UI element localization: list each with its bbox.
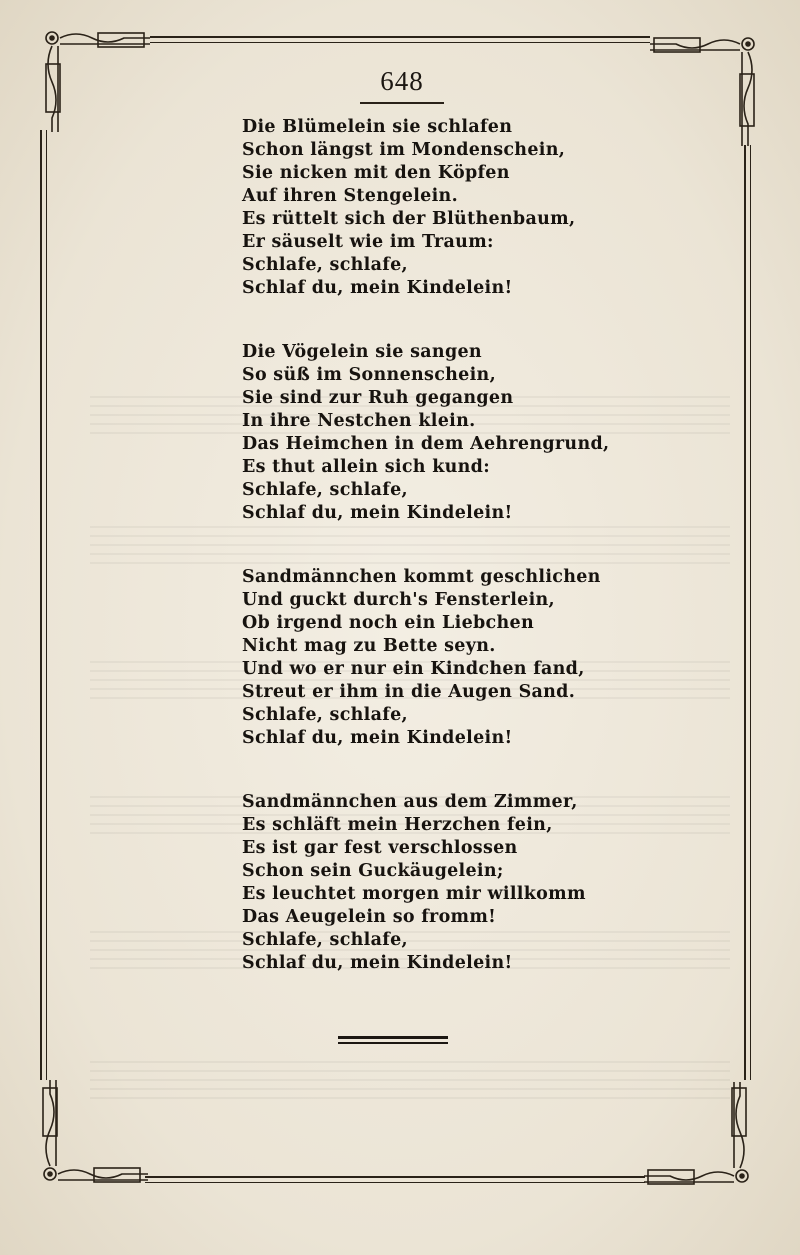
verse-line: Sandmännchen aus dem Zimmer,: [242, 792, 578, 812]
page-number: 648: [380, 66, 424, 96]
verse-line: Schlaf du, mein Kindelein!: [242, 278, 513, 298]
frame-right-rule: [744, 145, 746, 1080]
verse-line: Und guckt durch's Fensterlein,: [242, 590, 555, 610]
corner-ornament-icon: [34, 1078, 152, 1190]
frame-left-rule: [40, 130, 42, 1080]
verse-line: Schlafe, schlafe,: [242, 930, 408, 950]
verse-line: In ihre Nestchen klein.: [242, 411, 476, 431]
closing-rule-thin: [338, 1042, 448, 1044]
verse-line: Es thut allein sich kund:: [242, 457, 490, 477]
frame-bottom-rule-inner: [145, 1182, 645, 1183]
stanza-3: [242, 566, 682, 750]
verse-line: Schlaf du, mein Kindelein!: [242, 953, 513, 973]
verse-line: Und wo er nur ein Kindchen fand,: [242, 659, 585, 679]
verse-line: Schlaf du, mein Kindelein!: [242, 503, 513, 523]
corner-ornament-icon: [640, 1080, 760, 1192]
verse-line: Es rüttelt sich der Blüthenbaum,: [242, 209, 576, 229]
frame-right-rule-inner: [750, 145, 751, 1080]
verse-line: Die Blümelein sie schlafen: [242, 117, 513, 137]
frame-top-rule-inner: [150, 42, 650, 43]
stanza-4: [242, 791, 682, 975]
verse-line: Schlafe, schlafe,: [242, 255, 408, 275]
stanza-1: [242, 116, 682, 300]
verse-line: Nicht mag zu Bette seyn.: [242, 636, 496, 656]
stanza-2: [242, 341, 682, 525]
bleed-through-staff: [90, 1060, 730, 1100]
verse-line: Ob irgend noch ein Liebchen: [242, 613, 534, 633]
verse-line: Auf ihren Stengelein.: [242, 186, 458, 206]
verse-line: Sandmännchen kommt geschlichen: [242, 567, 601, 587]
verse-line: Das Heimchen in dem Aehrengrund,: [242, 434, 610, 454]
closing-rule: [338, 1036, 448, 1039]
verse-line: Es schläft mein Herzchen fein,: [242, 815, 553, 835]
verse-line: Sie sind zur Ruh gegangen: [242, 388, 514, 408]
verse-line: Das Aeugelein so fromm!: [242, 907, 497, 927]
verse-line: Er säuselt wie im Traum:: [242, 232, 494, 252]
page-number-rule: [360, 102, 444, 104]
poem: [242, 116, 682, 975]
frame-bottom-rule: [145, 1176, 645, 1178]
verse-line: Es leuchtet morgen mir willkomm: [242, 884, 586, 904]
verse-line: Schlaf du, mein Kindelein!: [242, 728, 513, 748]
frame-top-rule: [150, 36, 650, 38]
verse-line: Schlafe, schlafe,: [242, 705, 408, 725]
verse-line: Streut er ihm in die Augen Sand.: [242, 682, 576, 702]
verse-line: Schon sein Guckäugelein;: [242, 861, 504, 881]
frame-left-rule-inner: [46, 130, 47, 1080]
verse-line: Es ist gar fest verschlossen: [242, 838, 518, 858]
verse-line: Schon längst im Mondenschein,: [242, 140, 566, 160]
verse-line: So süß im Sonnenschein,: [242, 365, 496, 385]
verse-line: Sie nicken mit den Köpfen: [242, 163, 510, 183]
verse-line: Die Vögelein sie sangen: [242, 342, 482, 362]
corner-ornament-icon: [36, 24, 154, 134]
verse-line: Schlafe, schlafe,: [242, 480, 408, 500]
